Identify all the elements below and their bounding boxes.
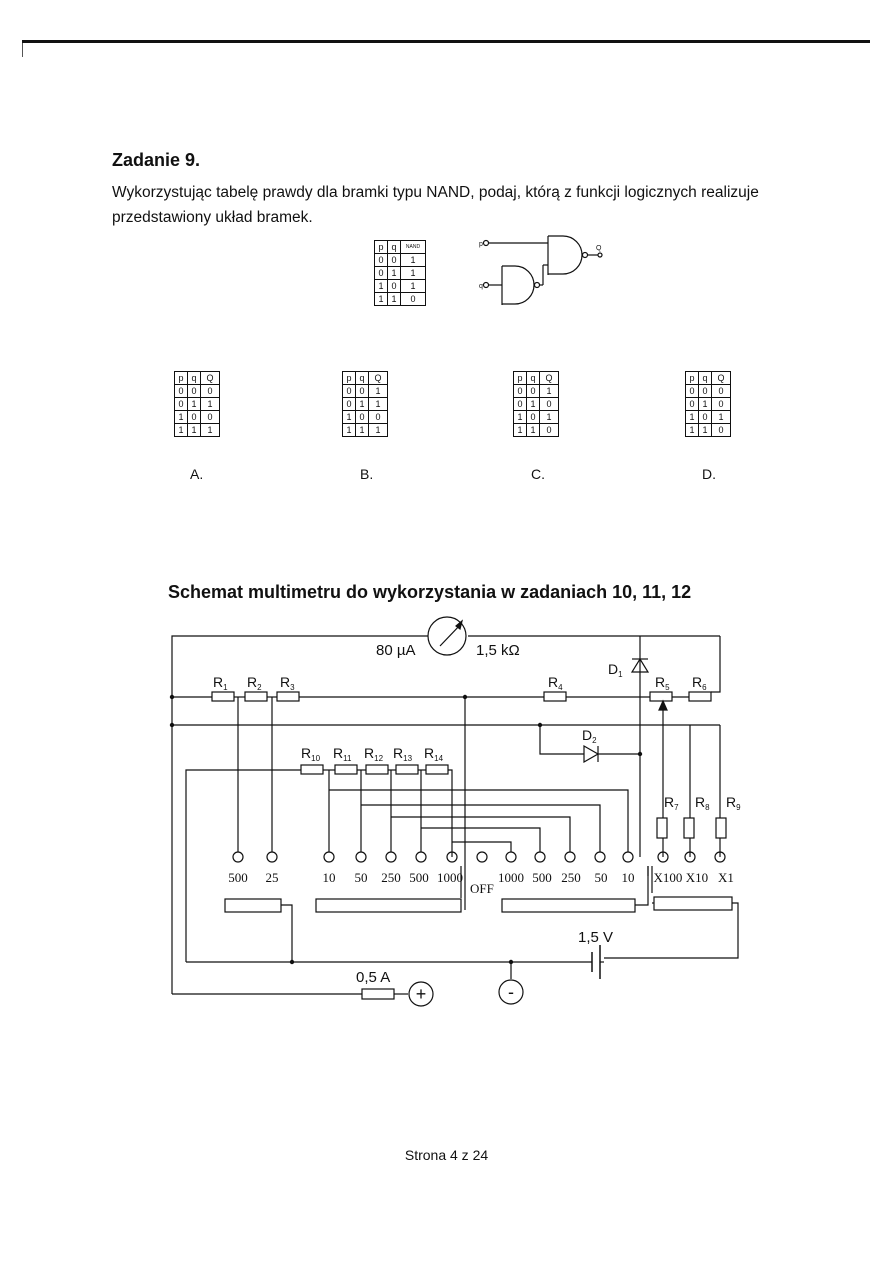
cell: 0: [712, 385, 731, 398]
range-label: 50: [354, 870, 368, 885]
terminal[interactable]: [324, 852, 334, 862]
meter-resistance-label: 1,5 kΩ: [476, 642, 520, 659]
cell: Q: [369, 372, 388, 385]
off-label: OFF: [470, 881, 494, 896]
terminal[interactable]: [386, 852, 396, 862]
cell: 0: [388, 280, 401, 293]
cell: 0: [188, 411, 201, 424]
range-label: 1000: [498, 870, 524, 885]
cell: q: [356, 372, 369, 385]
range-label: 10: [322, 870, 336, 885]
terminal[interactable]: [416, 852, 426, 862]
cell: 1: [375, 280, 388, 293]
label-r7: $R_7$: [664, 794, 679, 812]
cell: 1: [388, 267, 401, 280]
cell: 1: [343, 424, 356, 437]
cell: 0: [375, 267, 388, 280]
task-text: Wykorzystując tabelę prawdy dla bramki typu NAND, podaj, którą z funkcji logicznych realizuje przedstawiony układ bramek.: [112, 184, 759, 226]
cell: Q: [540, 372, 559, 385]
cell: 0: [343, 385, 356, 398]
cell: 1: [514, 424, 527, 437]
cell: 0: [369, 411, 388, 424]
range-label: 500: [228, 870, 248, 885]
cell: 0: [686, 398, 699, 411]
minus-sign: -: [508, 982, 514, 1002]
label-r11: $R_{11}$: [333, 745, 352, 763]
range-label: 1000: [437, 870, 463, 885]
multimeter-schematic: [170, 617, 741, 1006]
answer-label-b[interactable]: B.: [360, 466, 374, 482]
resistor-r10: [301, 765, 323, 774]
output-node: [598, 253, 602, 257]
label-r8: $R_8$: [695, 794, 710, 812]
resistor-r6: [689, 692, 711, 701]
range-label: 10: [621, 870, 635, 885]
selector-switch-a[interactable]: [225, 899, 281, 912]
cell: 1: [356, 424, 369, 437]
page-number: Strona 4 z 24: [404, 1147, 489, 1163]
resistor-r4: [544, 692, 566, 701]
input-p-label: p: [479, 241, 483, 248]
cell: 1: [540, 411, 559, 424]
range-label: 500: [409, 870, 429, 885]
battery-voltage-label: 1,5 V: [578, 929, 614, 946]
cell: 1: [699, 424, 712, 437]
cell: 1: [343, 411, 356, 424]
label-r10: $R_{10}$: [301, 745, 321, 763]
range-label: 250: [561, 870, 581, 885]
terminal[interactable]: [233, 852, 243, 862]
label-r2: $R_2$: [247, 674, 262, 692]
answer-label-a[interactable]: A.: [190, 466, 204, 482]
cell: 0: [188, 385, 201, 398]
cell: 1: [188, 424, 201, 437]
plus-sign: +: [415, 984, 427, 1004]
cell: 0: [201, 385, 220, 398]
label-d1: $D_1$: [608, 661, 623, 679]
diode-d2-icon: [584, 746, 598, 762]
header-q: q: [388, 241, 401, 254]
resistor-r8: [684, 818, 694, 838]
answer-label-c[interactable]: C.: [531, 466, 545, 482]
cell: 1: [369, 424, 388, 437]
cell: 0: [175, 398, 188, 411]
cell: 0: [514, 385, 527, 398]
resistor-r1: [212, 692, 234, 701]
cell: 1: [356, 398, 369, 411]
cell: 1: [188, 398, 201, 411]
cell: 1: [175, 424, 188, 437]
cell: 1: [388, 293, 401, 306]
range-label: X1: [718, 870, 734, 885]
terminal[interactable]: [535, 852, 545, 862]
cell: 0: [401, 293, 426, 306]
cell: p: [514, 372, 527, 385]
cell: 0: [527, 411, 540, 424]
selector-switch-ohm[interactable]: [654, 897, 732, 910]
nand-gate-diagram: [479, 236, 602, 305]
cell: 1: [686, 424, 699, 437]
cell: Q: [712, 372, 731, 385]
range-label: 250: [381, 870, 401, 885]
cell: q: [527, 372, 540, 385]
label-d2: $D_2$: [582, 727, 597, 745]
cell: 1: [686, 411, 699, 424]
range-label: 500: [532, 870, 552, 885]
label-r14: $R_{14}$: [424, 745, 444, 763]
cell: 0: [356, 385, 369, 398]
answer-label-d[interactable]: D.: [702, 466, 716, 482]
cell: 0: [375, 254, 388, 267]
fuse: [362, 989, 394, 999]
cell: 1: [514, 411, 527, 424]
cell: p: [175, 372, 188, 385]
cell: 0: [201, 411, 220, 424]
cell: 0: [699, 385, 712, 398]
label-r1: $R_1$: [213, 674, 228, 692]
selector-switch-i[interactable]: [502, 899, 635, 912]
header-p: p: [375, 241, 388, 254]
cell: 1: [401, 254, 426, 267]
resistor-r2: [245, 692, 267, 701]
cell: 0: [356, 411, 369, 424]
range-label: X10: [685, 870, 709, 885]
cell: 1: [401, 267, 426, 280]
cell: 1: [369, 385, 388, 398]
range-labels: [228, 870, 734, 896]
fuse-label: 0,5 A: [356, 969, 391, 986]
cell: 1: [540, 385, 559, 398]
cell: p: [686, 372, 699, 385]
schematic-title: Schemat multimetru do wykorzystania w zadaniach 10, 11, 12: [168, 582, 692, 602]
cell: 1: [201, 424, 220, 437]
cell: q: [699, 372, 712, 385]
resistor-r14: [426, 765, 448, 774]
label-r6: $R_6$: [692, 674, 707, 692]
terminal[interactable]: [356, 852, 366, 862]
cell: 0: [540, 398, 559, 411]
resistor-r13: [396, 765, 418, 774]
resistor-r9: [716, 818, 726, 838]
terminal[interactable]: [565, 852, 575, 862]
label-r5: $R_5$: [655, 674, 670, 692]
cell: 0: [712, 398, 731, 411]
cell: 0: [175, 385, 188, 398]
cell: p: [343, 372, 356, 385]
label-r9: $R_9$: [726, 794, 741, 812]
resistor-r3: [277, 692, 299, 701]
label-r3: $R_3$: [280, 674, 295, 692]
cell: 1: [375, 293, 388, 306]
cell: 1: [527, 398, 540, 411]
cell: 0: [712, 424, 731, 437]
cell: 1: [699, 398, 712, 411]
cell: 1: [712, 411, 731, 424]
cell: 1: [401, 280, 426, 293]
cell: 0: [514, 398, 527, 411]
input-q-label: q: [479, 283, 483, 290]
cell: 1: [175, 411, 188, 424]
cell: 0: [388, 254, 401, 267]
meter-current-label: 80 µA: [376, 642, 416, 659]
range-label: 25: [265, 870, 279, 885]
cell: q: [188, 372, 201, 385]
selector-switch-v[interactable]: [316, 899, 461, 912]
range-label: X100: [653, 870, 683, 885]
terminal[interactable]: [267, 852, 277, 862]
output-q-label: Q: [596, 245, 602, 252]
cell: 1: [527, 424, 540, 437]
cell: 1: [201, 398, 220, 411]
resistor-r12: [366, 765, 388, 774]
terminal-off[interactable]: [477, 852, 487, 862]
range-terminals: [233, 852, 725, 862]
resistor-r7: [657, 818, 667, 838]
cell: 0: [343, 398, 356, 411]
terminal[interactable]: [595, 852, 605, 862]
cell: 0: [686, 385, 699, 398]
cell: 0: [699, 411, 712, 424]
resistor-r5: [650, 692, 672, 701]
label-r12: $R_{12}$: [364, 745, 384, 763]
label-r4: $R_4$: [548, 674, 563, 692]
terminal[interactable]: [506, 852, 516, 862]
terminal[interactable]: [623, 852, 633, 862]
cell: 0: [540, 424, 559, 437]
range-label: 50: [594, 870, 608, 885]
r5-tap-arrow: [659, 701, 667, 710]
cell: 1: [369, 398, 388, 411]
label-r13: $R_{13}$: [393, 745, 413, 763]
task-title: Zadanie 9.: [112, 150, 201, 170]
cell: 0: [527, 385, 540, 398]
header-nand: NAND: [401, 241, 426, 254]
resistor-r11: [335, 765, 357, 774]
cell: Q: [201, 372, 220, 385]
